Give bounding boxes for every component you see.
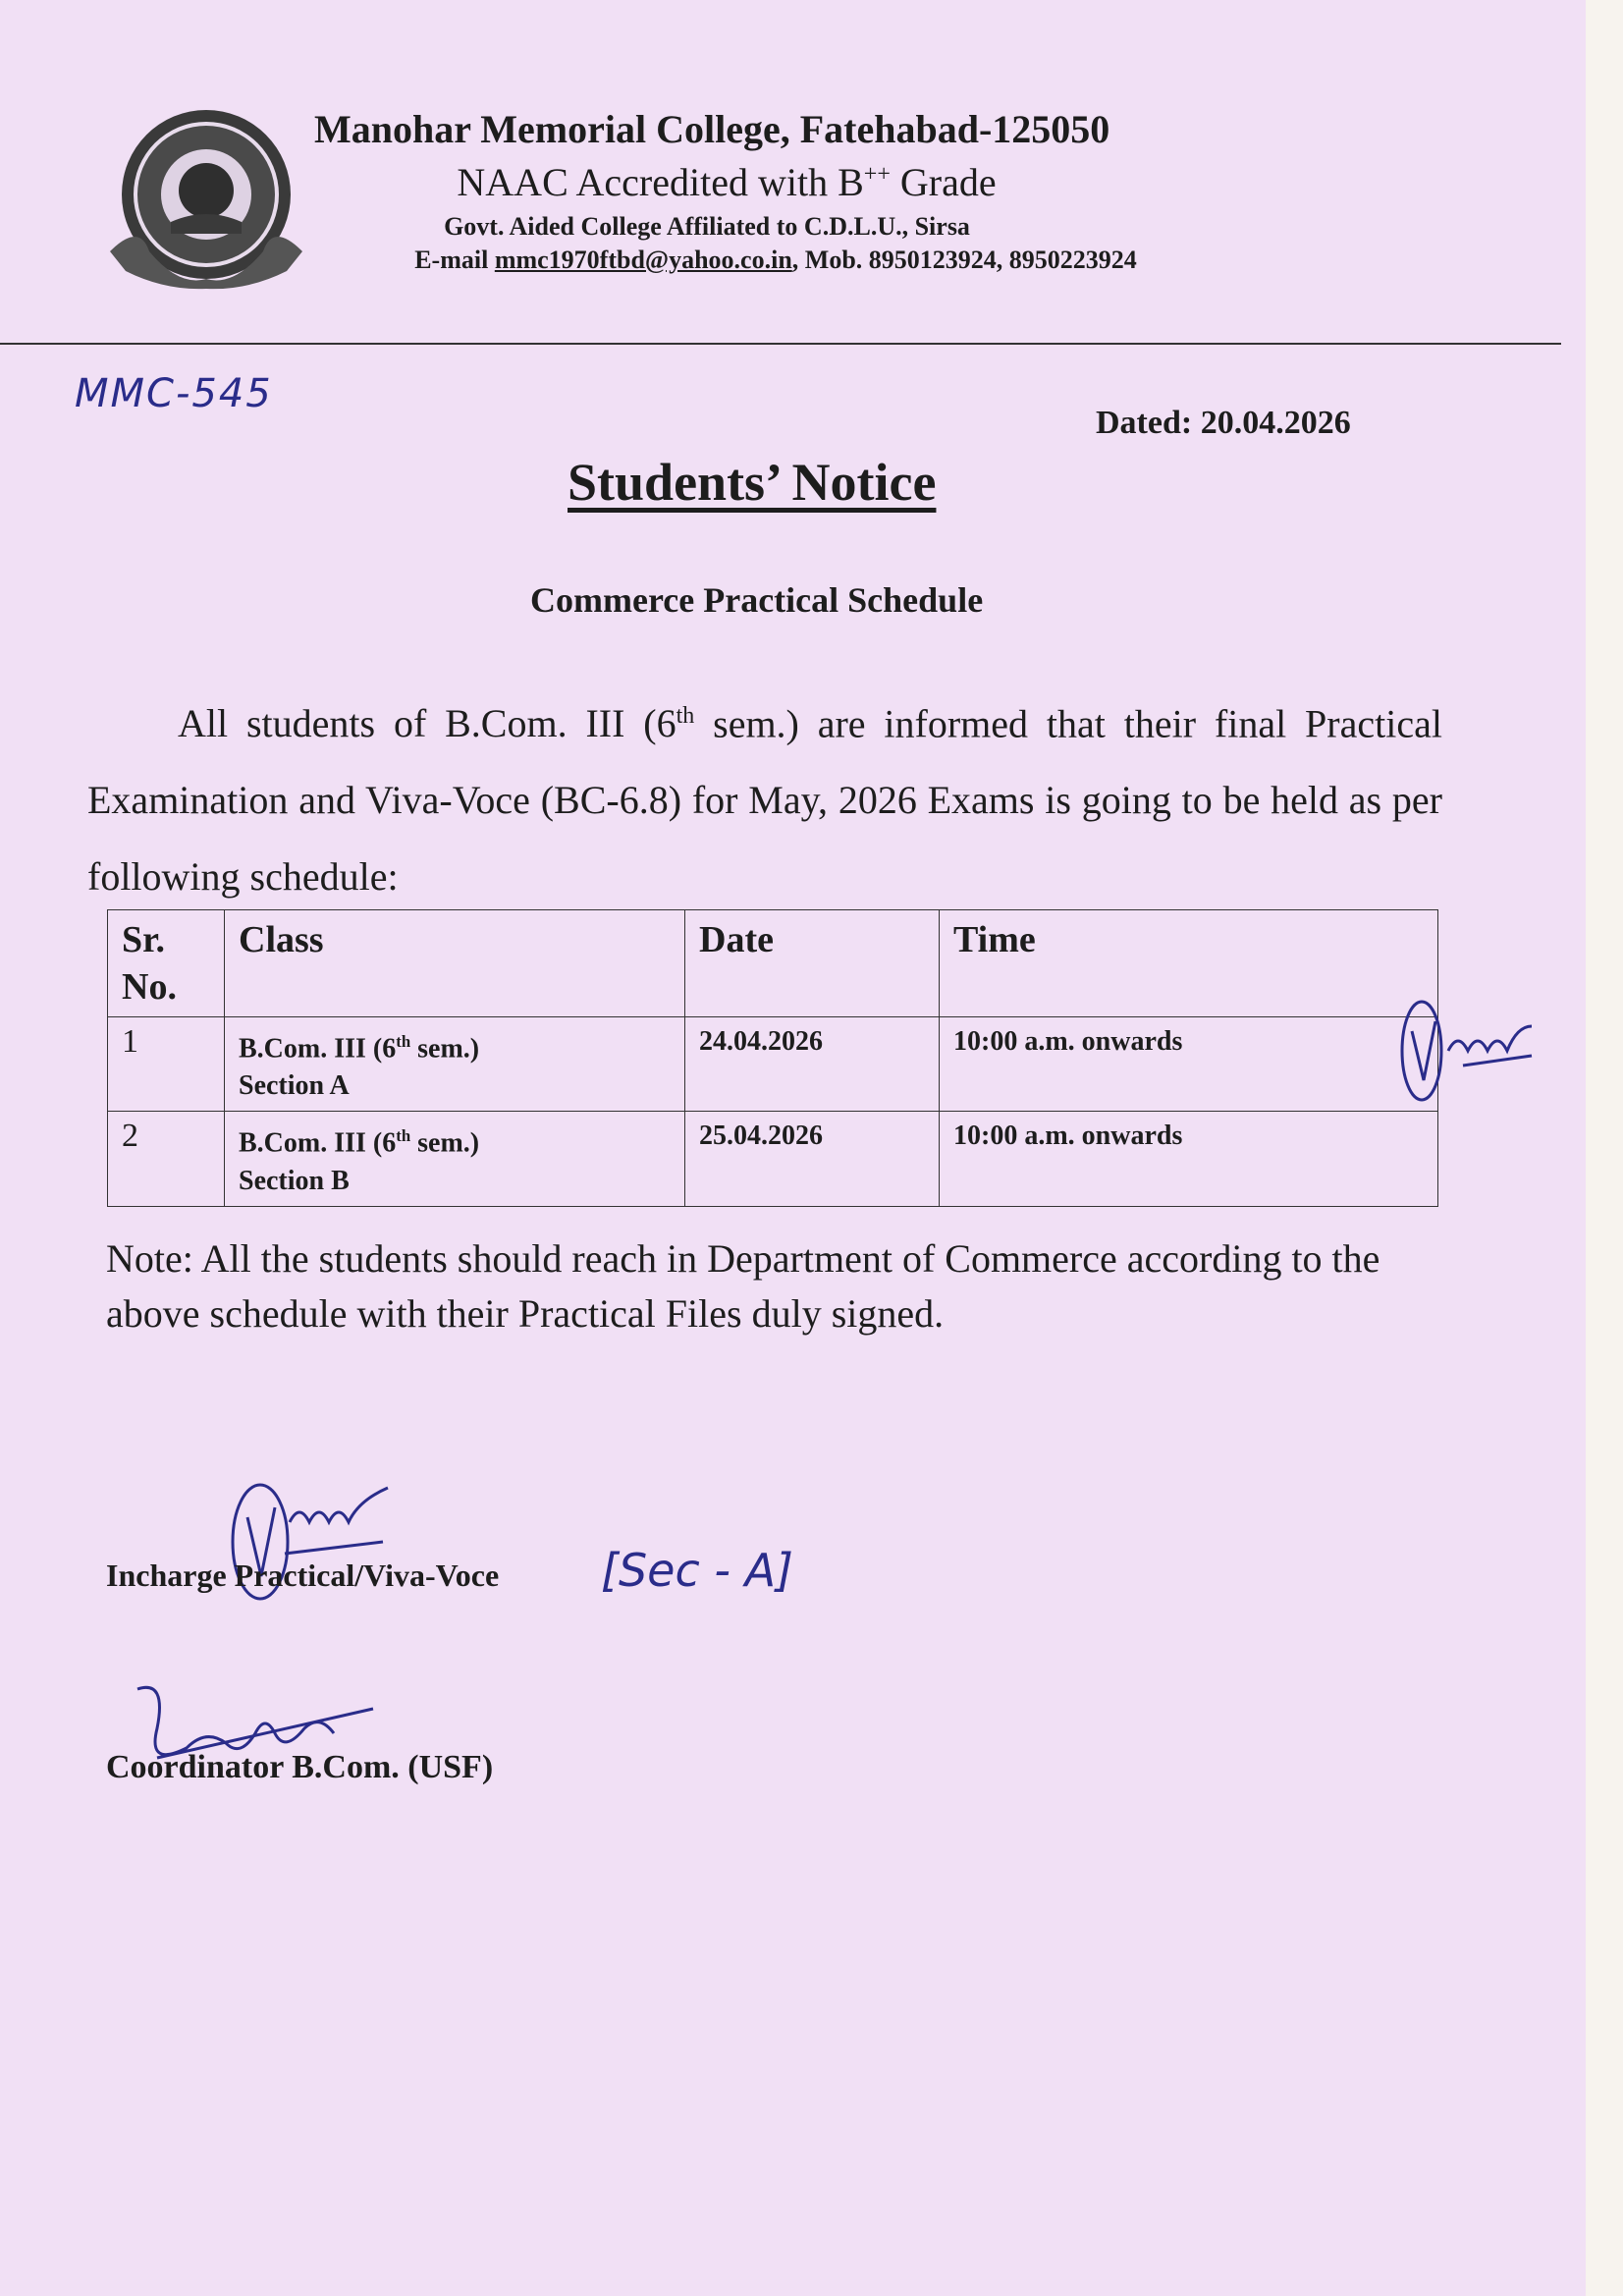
cell-class: B.Com. III (6th sem.) Section B <box>225 1112 685 1206</box>
schedule-table <box>107 909 1438 1207</box>
table-row <box>108 1017 1438 1112</box>
college-seal-logo <box>110 104 302 291</box>
handwritten-initials <box>1394 992 1551 1110</box>
header-divider <box>0 343 1561 345</box>
col-time: Time <box>940 910 1438 1017</box>
cell-time: 10:00 a.m. onwards <box>940 1112 1438 1206</box>
incharge-label: Incharge Practical/Viva-Voce <box>106 1558 500 1593</box>
col-class: Class <box>225 910 685 1017</box>
col-sr-no: Sr. No. <box>108 910 225 1017</box>
note: Note: All the students should reach in Department of Commerce according to the above schedule with their Practical Files duly signed. <box>106 1236 1380 1336</box>
notice-body: All students of B.Com. III (6th sem.) are informed that their final Practical Examination and Viva-Voce (BC-6.8) for May, 2026 Exams is going to be held as per following schedule: <box>87 701 1442 900</box>
table-header-row <box>108 910 1438 1017</box>
dated: Dated: 20.04.2026 <box>1096 405 1351 441</box>
scan-edge <box>1586 0 1623 2296</box>
reference-number: MMC-545 <box>75 371 273 416</box>
notice-title: Students’ Notice <box>568 453 937 512</box>
cell-sr: 2 <box>108 1112 225 1206</box>
cell-time: 10:00 a.m. onwards <box>940 1017 1438 1112</box>
table-row <box>108 1112 1438 1206</box>
cell-sr: 1 <box>108 1017 225 1112</box>
college-name: Manohar Memorial College, Fatehabad-125050 <box>314 107 1110 151</box>
affiliation: Govt. Aided College Affiliated to C.D.L.U., Sirsa <box>444 212 970 241</box>
cell-class: B.Com. III (6th sem.) Section A <box>225 1017 685 1112</box>
section-annotation: [Sec - A] <box>601 1544 793 1597</box>
naac-accreditation: NAAC Accredited with B++ Grade <box>457 160 997 204</box>
notice-subtitle: Commerce Practical Schedule <box>530 580 984 620</box>
coordinator-label: Coordinator B.Com. (USF) <box>106 1749 494 1785</box>
contact-line: E-mail mmc1970ftbd@yahoo.co.in, Mob. 8950123924, 8950223924 <box>414 246 1137 274</box>
email-link[interactable]: mmc1970ftbd@yahoo.co.in <box>494 246 792 274</box>
cell-date: 24.04.2026 <box>685 1017 940 1112</box>
col-date: Date <box>685 910 940 1017</box>
cell-date: 25.04.2026 <box>685 1112 940 1206</box>
